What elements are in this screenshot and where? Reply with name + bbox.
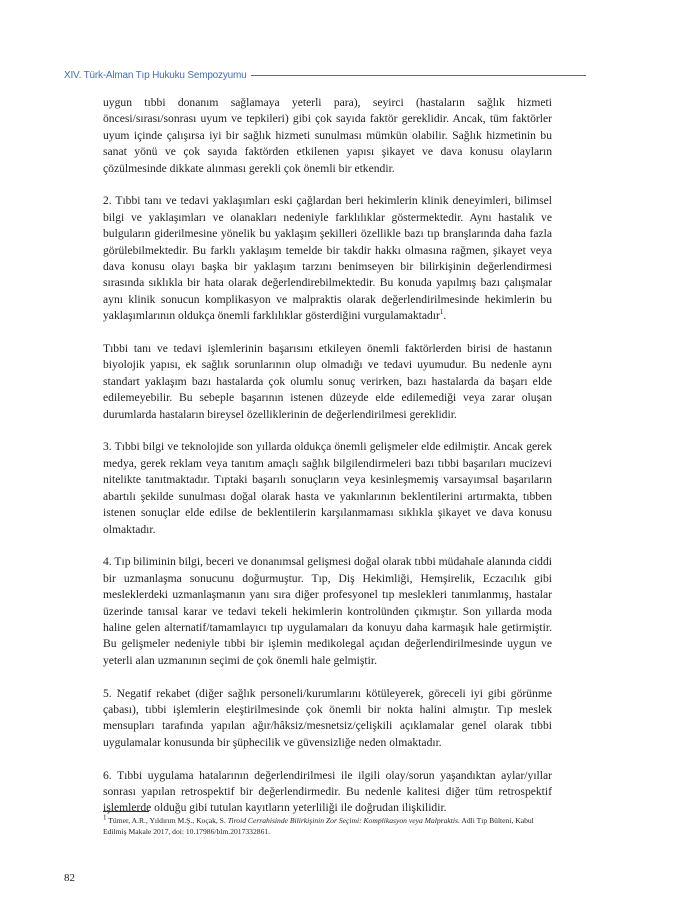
paragraph-2b: Tıbbi tanı ve tedavi işlemlerinin başarısını etkileyen önemli faktörlerden birisi de hastanın biyolojik yapısı, ek sağlık sorunlarının olup olmadığı ve tedavi uyumudur. Bu nedenle aynı standart yaklaşım bazı hastalarda çok olumlu sonuç verirken, bazı hastalarda da başarı elde edilemeyebilir. Bu sebeple başarının istenen düzeyde elde edilemediği veya zarar oluşan durumlarda hastaların bireysel özelliklerinin de değerlendirilmesi gereklidir. (103, 342, 552, 421)
paragraph-3: 3. Tıbbi bilgi ve teknolojide son yıllarda oldukça önemli gelişmeler elde edilmiştir. Ancak gerek medya, gerek reklam veya tanıtım amaçlı sağlık bilgilendirmeleri bazı tıbbi başarıları mucizevi nitelikte tanıtmaktadır. Tıptaki başarılı sonuçların veya kesinleşmemiş varsayımsal başarıların abartılı şekilde sunulması doğal olarak hasta ve yakınlarının beklentilerini artırmakta, tıbben istenen sonuçlar elde edilse de beklentilerin karşılanmaması sıklıkla şikayet ve dava konusu olmaktadır. (103, 440, 552, 536)
paragraph-5: 5. Negatif rekabet (diğer sağlık personeli/kurumlarını kötüleyerek, göreceli iyi gibi görünme çabası), tıbbi işlemlerin eleştirilmesinde çok önemli bir nokta halini almıştır. Tıp meslek mensupları tarafında yapılan ağır/hâksiz/mesnetsiz/çelişkili açıklamalar genel olarak tıbbi uygulamalar konusunda bir şüphecilik ve güvensizliğe neden olmaktadır. (103, 686, 552, 749)
running-header (64, 70, 586, 81)
paragraph-2-text: 2. Tıbbi tanı ve tedavi yaklaşımları eski çağlardan beri hekimlerin klinik deneyimleri, bilimsel bilgi ve yaklaşımları ve olanakları nedeniyle farklılıklar göstermektedir. Aynı hastalık ve bulguların giderilmesine yönelik bu yaklaşım şekilleri özellikle bazı tıp branşlarında daha fazla görülebilmektedir. Bu farklı yaklaşım temelde bir takdir hakkı olmasına rağmen, şikayet veya dava konusu olayı başka bir yaklaşım tarzını benimseyen bir bilirkişinin değerlendirmesi sırasında sıklıkla bir hata olarak değerlendirebilmektedir. Bu konuda yapılmış bazı çalışmalar aynı klinik sonucun komplikasyon ve malpraktis olarak değerlendirilmesinde hekimlerin bu yaklaşımlarının oldukça önemli farklılıklar gösterdiğini vurgulamaktadır (103, 194, 552, 323)
footnote-divider (103, 811, 149, 812)
footnote-title: Tiroid Cerrahisinde Bilirkişinin Zor Seçimi: Komplikasyon veya Malpraktis. (227, 816, 460, 825)
footnote-authors: Tümer, A.R., Yıldırım M.Ş., Koçak, S. (108, 816, 226, 825)
paragraph-4: 4. Tıp biliminin bilgi, beceri ve donanımsal gelişmesi doğal olarak tıbbi müdahale alanında ciddi bir uzmanlaşma sonucunu doğurmuştur. Tıp, Diş Hekimliği, Hemşirelik, Eczacılık gibi mesleklerdeki uzmanlaşmanın yanı sıra diğer profesyonel tıp meslekleri tanımlanmış, hastalar üzerinde tanısal karar ve tedavi tekeli hekimlerin kontrolünden çıkmıştır. Son yıllarda moda haline gelen alternatif/tamamlayıcı tıp uygulamaları da konuyu daha karmaşık hale getirmiştir. Bu gelişmeler nedeniyle tıbbi bir işlemin medikolegal açıdan değerlendirilmesinde uygun ve yeterli alan uzmanının seçimi de çok önemli hale gelmiştir. (103, 555, 552, 667)
header-divider (251, 75, 587, 76)
footnote-number: 1 (103, 813, 107, 822)
footnote (103, 815, 552, 837)
footnote-source: Adli Tıp Bülteni, Kabul Edilmiş Makale 2017, doi: 10.17986/blm.2017332861. (103, 816, 534, 836)
paragraph-intro-continuation: uygun tıbbi donanım sağlamaya yeterli para), seyirci (hastaların sağlık hizmeti öncesi/sırası/sonrası uyum ve tepkileri) gibi çok sayıda faktör gereklidir. Ancak, tüm faktörler uyum içinde çalışırsa iyi bir sağlık hizmeti sunulması mümkün olabilir. Sağlık hizmetinin bu sanat yönü ve çok sayıda faktörden etkilenen yapısı şikayet ve dava konusu olayların çözülmesinde dikkate alınması gerekli çok önemli bir etkendir. (103, 96, 552, 175)
running-header-title: XIV. Türk-Alman Tıp Hukuku Sempozyumu (64, 70, 247, 81)
body-text (103, 95, 552, 833)
page-number: 82 (64, 872, 75, 884)
paragraph-2: 2. Tıbbi tanı ve tedavi yaklaşımları eski çağlardan beri hekimlerin klinik deneyimleri, bilimsel bilgi ve yaklaşımları ve olanakları nedeniyle farklılıklar göstermektedir. Aynı hastalık ve bulguların giderilmesine yönelik bu yaklaşım şekilleri özellikle bazı tıp branşlarında daha fazla görülebilmektedir. Bu farklı yaklaşım temelde bir takdir hakkı olmasına rağmen, şikayet veya dava konusu olayı başka bir yaklaşım tarzını benimseyen bir bilirkişinin değerlendirmesi sırasında sıklıkla bir hata olarak değerlendirebilmektedir. Bu konuda yapılmış bazı çalışmalar aynı klinik sonucun komplikasyon ve malpraktis olarak değerlendirilmesinde hekimlerin bu yaklaşımlarının oldukça önemli farklılıklar gösterdiğini vurgulamaktadır$^1$. (103, 194, 552, 323)
footnote-reference[interactable]: 1 (439, 308, 444, 317)
paragraph-6: 6. Tıbbi uygulama hatalarının değerlendirilmesi ile ilgili olay/sorun yaşandıktan aylar/yıllar sonrası yapılan retrospektif bir değerlendirmedir. Bu nedenle kalitesi diğer tüm retrospektif işlemlerde olduğu gibi tutulan kayıtların yeterliliği ile doğrudan ilişkilidir. (103, 768, 552, 815)
